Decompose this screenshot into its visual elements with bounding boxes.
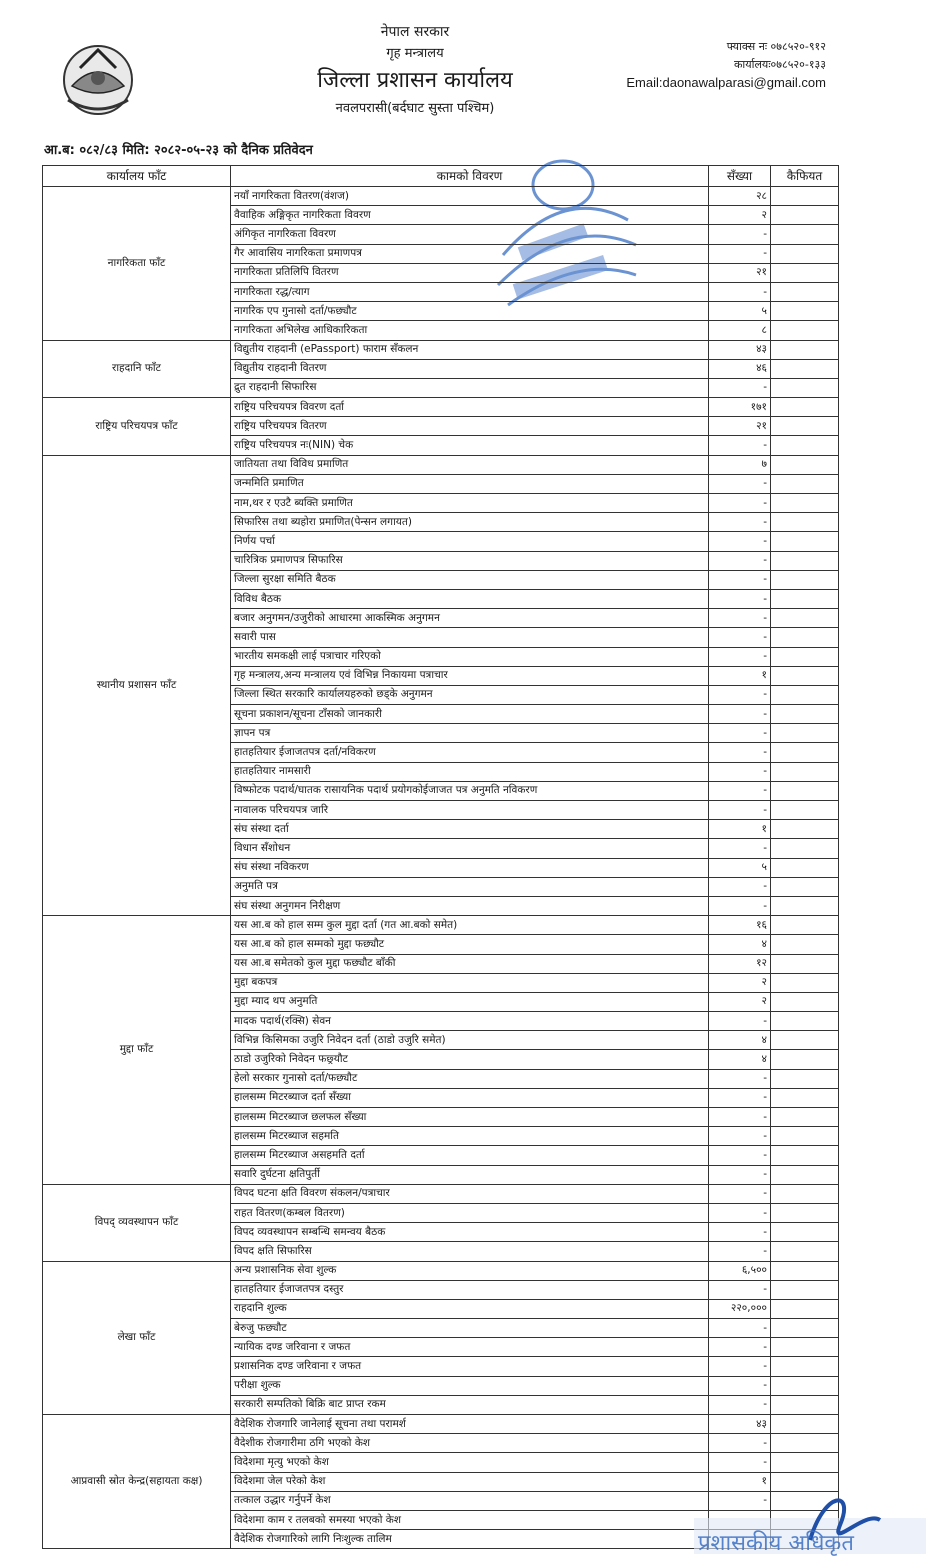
work-description: विधान सँशोधन	[231, 839, 709, 858]
count-cell: -	[709, 244, 771, 263]
count-cell: -	[709, 1357, 771, 1376]
remarks-cell	[771, 839, 839, 858]
count-cell: -	[709, 1491, 771, 1510]
section-name: लेखा फाँट	[43, 1261, 231, 1415]
count-cell: ४३	[709, 1415, 771, 1434]
work-description: हालसम्म मिटरब्याज असहमति दर्ता	[231, 1146, 709, 1165]
section-name: राष्ट्रिय परिचयपत्र फाँट	[43, 398, 231, 456]
remarks-cell	[771, 1376, 839, 1395]
remarks-cell	[771, 417, 839, 436]
count-cell: २	[709, 973, 771, 992]
count-cell: ४३	[709, 340, 771, 359]
remarks-cell	[771, 1357, 839, 1376]
work-description: ठाडो उजुरिको निवेदन फछ्र्यौट	[231, 1050, 709, 1069]
work-description: राष्ट्रिय परिचयपत्र वितरण	[231, 417, 709, 436]
work-description: नागरिकता प्रतिलिपि वितरण	[231, 263, 709, 282]
count-cell: -	[709, 436, 771, 455]
count-cell: -	[709, 494, 771, 513]
count-cell: -	[709, 1223, 771, 1242]
count-cell: -	[709, 1069, 771, 1088]
section-name: नागरिकता फाँट	[43, 187, 231, 341]
remarks-cell	[771, 1395, 839, 1414]
count-cell: -	[709, 551, 771, 570]
remarks-cell	[771, 724, 839, 743]
work-description: वैवाहिक अङ्गिकृत नागरिकता विवरण	[231, 206, 709, 225]
work-description: अन्य प्रशासनिक सेवा शुल्क	[231, 1261, 709, 1280]
work-description: वैदेशीक रोजगारीमा ठगि भएको केश	[231, 1434, 709, 1453]
remarks-cell	[771, 877, 839, 896]
count-cell: -	[709, 1146, 771, 1165]
work-description: जिल्ला सुरक्षा समिति बैठक	[231, 570, 709, 589]
count-cell: २१	[709, 417, 771, 436]
remarks-cell	[771, 916, 839, 935]
work-description: विपद क्षति सिफारिस	[231, 1242, 709, 1261]
count-cell: -	[709, 1012, 771, 1031]
remarks-cell	[771, 1434, 839, 1453]
count-cell: -	[709, 1280, 771, 1299]
work-description: विदेशमा मृत्यु भएको केश	[231, 1453, 709, 1472]
work-description: द्रुत राहदानी सिफारिस	[231, 378, 709, 397]
remarks-cell	[771, 378, 839, 397]
work-description: संघ संस्था अनुगमन निरीक्षण	[231, 896, 709, 915]
work-description: विद्युतीय राहदानी (ePassport) फाराम सँकलन	[231, 340, 709, 359]
work-description: गैर आवासिय नागरिकता प्रमाणपत्र	[231, 244, 709, 263]
remarks-cell	[771, 206, 839, 225]
contact-info	[626, 38, 826, 92]
fax-number: फ्याक्स नः ०७८५२०-९१२	[726, 40, 826, 53]
office-name: जिल्ला प्रशासन कार्यालय	[317, 68, 513, 93]
remarks-cell	[771, 1050, 839, 1069]
remarks-cell	[771, 532, 839, 551]
count-cell: -	[709, 896, 771, 915]
office-location: नवलपरासी(बर्दघाट सुस्ता पश्चिम)	[335, 101, 495, 116]
remarks-cell	[771, 340, 839, 359]
table-header-row	[43, 166, 839, 187]
work-description: तत्काल उद्धार गर्नुपर्ने केश	[231, 1491, 709, 1510]
remarks-cell	[771, 1146, 839, 1165]
work-description: विभिन्न किसिमका उजुरि निवेदन दर्ता (ठाडो उजुरि समेत)	[231, 1031, 709, 1050]
work-description: विदेशमा जेल परेको केश	[231, 1472, 709, 1491]
work-description: बेरुजु फछ्यौट	[231, 1319, 709, 1338]
work-description: राष्ट्रिय परिचयपत्र विवरण दर्ता	[231, 398, 709, 417]
remarks-cell	[771, 359, 839, 378]
work-description: हालसम्म मिटरब्याज दर्ता सँख्या	[231, 1088, 709, 1107]
remarks-cell	[771, 1012, 839, 1031]
remarks-cell	[771, 455, 839, 474]
remarks-cell	[771, 973, 839, 992]
work-description: नागरिक एप गुनासो दर्ता/फछ्यौट	[231, 302, 709, 321]
count-cell: -	[709, 1242, 771, 1261]
remarks-cell	[771, 1299, 839, 1318]
section-name: मुद्दा फाँट	[43, 916, 231, 1185]
count-cell: ५	[709, 302, 771, 321]
work-description: जिल्ला स्थित सरकारि कार्यालयहरुको छड्के अनुगमन	[231, 685, 709, 704]
remarks-cell	[771, 762, 839, 781]
table-row	[43, 340, 839, 359]
remarks-cell	[771, 935, 839, 954]
count-cell: -	[709, 1395, 771, 1414]
remarks-cell	[771, 494, 839, 513]
count-cell: -	[709, 1127, 771, 1146]
count-cell: -	[709, 225, 771, 244]
remarks-cell	[771, 1184, 839, 1203]
count-cell: -	[709, 839, 771, 858]
remarks-cell	[771, 1261, 839, 1280]
table-row	[43, 1415, 839, 1434]
remarks-cell	[771, 743, 839, 762]
work-description: राहत वितरण(कम्बल वितरण)	[231, 1203, 709, 1222]
work-description: बजार अनुगमन/उजुरीको आधारमा आकस्मिक अनुगमन	[231, 609, 709, 628]
remarks-cell	[771, 1453, 839, 1472]
officer-seal-icon	[690, 1480, 930, 1560]
remarks-cell	[771, 589, 839, 608]
count-cell: -	[709, 685, 771, 704]
count-cell: -	[709, 647, 771, 666]
remarks-cell	[771, 820, 839, 839]
work-description: राहदानि शुल्क	[231, 1299, 709, 1318]
count-cell: -	[709, 1165, 771, 1184]
remarks-cell	[771, 685, 839, 704]
work-description: विपद व्यवस्थापन सम्बन्धि समन्वय बैठक	[231, 1223, 709, 1242]
count-cell: -	[709, 781, 771, 800]
work-description: हातहतियार ईजाजतपत्र दस्तुर	[231, 1280, 709, 1299]
count-cell: ७	[709, 455, 771, 474]
count-cell: -	[709, 589, 771, 608]
seal-text: प्रशासकीय अधिकृत	[698, 1531, 854, 1556]
work-description: नागरिकता रद्ध/त्याग	[231, 282, 709, 301]
work-description: विष्फोटक पदार्थ/घातक रासायनिक पदार्थ प्रयोगकोईजाजत पत्र अनुमति नविकरण	[231, 781, 709, 800]
remarks-cell	[771, 1069, 839, 1088]
count-cell: -	[709, 513, 771, 532]
work-description: ज्ञापन पत्र	[231, 724, 709, 743]
work-description: हालसम्म मिटरब्याज सहमति	[231, 1127, 709, 1146]
count-cell: -	[709, 1319, 771, 1338]
count-cell: -	[709, 282, 771, 301]
work-description: सवारी पास	[231, 628, 709, 647]
column-header: सँख्या	[709, 166, 771, 187]
work-description: हेलो सरकार गुनासो दर्ता/फछ्यौट	[231, 1069, 709, 1088]
remarks-cell	[771, 1280, 839, 1299]
report-title: आ.ब: ०८२/८३ मिति: २०८२-०५-२३ को दैनिक प्रतिवेदन	[44, 143, 313, 158]
remarks-cell	[771, 609, 839, 628]
count-cell: -	[709, 1108, 771, 1127]
table-row	[43, 187, 839, 206]
work-description: नाम,थर र एउटै ब्यक्ति प्रमाणित	[231, 494, 709, 513]
work-description: विद्युतीय राहदानी वितरण	[231, 359, 709, 378]
office-phone: कार्यालयः०७८५२०-१३३	[733, 58, 826, 71]
count-cell: -	[709, 609, 771, 628]
count-cell: -	[709, 1376, 771, 1395]
work-description: नागरिकता अभिलेख आधिकारिकता	[231, 321, 709, 340]
column-header: कामको विवरण	[231, 166, 709, 187]
work-description: निर्णय पर्चा	[231, 532, 709, 551]
table-row	[43, 916, 839, 935]
daily-report-table	[42, 165, 839, 1549]
count-cell: -	[709, 1088, 771, 1107]
work-description: परीक्षा शुल्क	[231, 1376, 709, 1395]
remarks-cell	[771, 1338, 839, 1357]
work-description: हालसम्म मिटरब्याज छलफल सँख्या	[231, 1108, 709, 1127]
work-description: विपद घटना क्षति विवरण संकलन/पत्राचार	[231, 1184, 709, 1203]
count-cell: ६,५००	[709, 1261, 771, 1280]
work-description: प्रशासनिक दण्ड जरिवाना र जफत	[231, 1357, 709, 1376]
table-body	[43, 187, 839, 1549]
remarks-cell	[771, 225, 839, 244]
count-cell: -	[709, 1203, 771, 1222]
remarks-cell	[771, 302, 839, 321]
count-cell: -	[709, 378, 771, 397]
count-cell: -	[709, 628, 771, 647]
count-cell: -	[709, 1338, 771, 1357]
email-address: Email:daonawalparasi@gmail.com	[626, 75, 826, 90]
work-description: वैदेशिक रोजगारि जानेलाई सूचना तथा परामर्श	[231, 1415, 709, 1434]
count-cell: १६	[709, 916, 771, 935]
column-header: कैफियत	[771, 166, 839, 187]
work-description: नावालक परिचयपत्र जारि	[231, 801, 709, 820]
remarks-cell	[771, 513, 839, 532]
work-description: सवारि दुर्घटना क्षतिपुर्ती	[231, 1165, 709, 1184]
remarks-cell	[771, 992, 839, 1011]
work-description: सिफारिस तथा ब्यहोरा प्रमाणित(पेन्सन लगायत)	[231, 513, 709, 532]
count-cell: ४६	[709, 359, 771, 378]
remarks-cell	[771, 858, 839, 877]
work-description: यस आ.ब समेतको कुल मुद्दा फछ्यौट बाँकी	[231, 954, 709, 973]
work-description: सरकारी सम्पतिको बिक्रि बाट प्राप्त रकम	[231, 1395, 709, 1414]
table-row	[43, 1261, 839, 1280]
remarks-cell	[771, 1031, 839, 1050]
table-row	[43, 455, 839, 474]
work-description: वैदेशिक रोजगारिको लागि निःशुल्क तालिम	[231, 1530, 709, 1549]
count-cell: २	[709, 206, 771, 225]
count-cell: १२	[709, 954, 771, 973]
count-cell: ५	[709, 858, 771, 877]
remarks-cell	[771, 705, 839, 724]
section-name: विपद् व्यवस्थापन फाँट	[43, 1184, 231, 1261]
count-cell: -	[709, 474, 771, 493]
count-cell: -	[709, 1453, 771, 1472]
work-description: चारित्रिक प्रमाणपत्र सिफारिस	[231, 551, 709, 570]
remarks-cell	[771, 244, 839, 263]
remarks-cell	[771, 570, 839, 589]
work-description: सूचना प्रकाशन/सूचना टाँसको जानकारी	[231, 705, 709, 724]
work-description: मादक पदार्थ(रक्सि) सेवन	[231, 1012, 709, 1031]
count-cell: ८	[709, 321, 771, 340]
nepal-emblem-icon	[58, 38, 138, 118]
count-cell: १७१	[709, 398, 771, 417]
remarks-cell	[771, 1223, 839, 1242]
count-cell: -	[709, 1434, 771, 1453]
count-cell: -	[709, 724, 771, 743]
remarks-cell	[771, 628, 839, 647]
count-cell: १	[709, 820, 771, 839]
count-cell: -	[709, 743, 771, 762]
count-cell: ४	[709, 1031, 771, 1050]
remarks-cell	[771, 1242, 839, 1261]
work-description: राष्ट्रिय परिचयपत्र नः(NIN) चेक	[231, 436, 709, 455]
work-description: जन्ममिति प्रमाणित	[231, 474, 709, 493]
count-cell: -	[709, 762, 771, 781]
letterhead	[260, 22, 570, 120]
work-description: गृह मन्त्रालय,अन्य मन्त्रालय एवं विभिन्न निकायमा पत्राचार	[231, 666, 709, 685]
count-cell: ४	[709, 1050, 771, 1069]
work-description: विदेशमा काम र तलबको समस्या भएको केश	[231, 1510, 709, 1529]
count-cell: -	[709, 801, 771, 820]
government-name: नेपाल सरकार	[380, 24, 450, 40]
work-description: जातियता तथा विविध प्रमाणित	[231, 455, 709, 474]
work-description: भारतीय समकक्षी लाई पत्राचार गरिएको	[231, 647, 709, 666]
remarks-cell	[771, 1165, 839, 1184]
work-description: अंगिकृत नागरिकता विवरण	[231, 225, 709, 244]
remarks-cell	[771, 1088, 839, 1107]
remarks-cell	[771, 436, 839, 455]
remarks-cell	[771, 321, 839, 340]
work-description: यस आ.ब को हाल सम्मको मुद्दा फछ्यौट	[231, 935, 709, 954]
work-description: अनुमति पत्र	[231, 877, 709, 896]
work-description: संघ संस्था नविकरण	[231, 858, 709, 877]
remarks-cell	[771, 896, 839, 915]
section-name: राहदानि फाँट	[43, 340, 231, 398]
section-name: स्थानीय प्रशासन फाँट	[43, 455, 231, 916]
table-row	[43, 1184, 839, 1203]
work-description: विविध बैठक	[231, 589, 709, 608]
remarks-cell	[771, 263, 839, 282]
remarks-cell	[771, 801, 839, 820]
work-description: यस आ.ब को हाल सम्म कुल मुद्दा दर्ता (गत आ.बको समेत)	[231, 916, 709, 935]
count-cell: २२०,०००	[709, 1299, 771, 1318]
count-cell: २८	[709, 187, 771, 206]
work-description: नयाँ नागरिकता वितरण(वंशज)	[231, 187, 709, 206]
ministry-name: गृह मन्त्रालय	[386, 46, 444, 61]
count-cell: ४	[709, 935, 771, 954]
count-cell: १	[709, 666, 771, 685]
remarks-cell	[771, 1203, 839, 1222]
remarks-cell	[771, 474, 839, 493]
count-cell: -	[709, 705, 771, 724]
column-header: कार्यालय फाँट	[43, 166, 231, 187]
remarks-cell	[771, 781, 839, 800]
remarks-cell	[771, 551, 839, 570]
remarks-cell	[771, 1108, 839, 1127]
remarks-cell	[771, 954, 839, 973]
section-name: आप्रवासी स्रोत केन्द्र(सहायता कक्ष)	[43, 1415, 231, 1549]
work-description: संघ संस्था दर्ता	[231, 820, 709, 839]
count-cell: -	[709, 877, 771, 896]
remarks-cell	[771, 282, 839, 301]
count-cell: -	[709, 532, 771, 551]
count-cell: २	[709, 992, 771, 1011]
remarks-cell	[771, 1415, 839, 1434]
count-cell: -	[709, 1184, 771, 1203]
remarks-cell	[771, 666, 839, 685]
work-description: हातहतियार ईजाजतपत्र दर्ता/नविकरण	[231, 743, 709, 762]
remarks-cell	[771, 647, 839, 666]
remarks-cell	[771, 1127, 839, 1146]
count-cell: २१	[709, 263, 771, 282]
remarks-cell	[771, 398, 839, 417]
remarks-cell	[771, 1319, 839, 1338]
work-description: मुद्दा बकपत्र	[231, 973, 709, 992]
work-description: न्यायिक दण्ड जरिवाना र जफत	[231, 1338, 709, 1357]
count-cell: -	[709, 570, 771, 589]
work-description: मुद्दा म्याद थप अनुमति	[231, 992, 709, 1011]
count-cell: १	[709, 1472, 771, 1491]
table-row	[43, 398, 839, 417]
remarks-cell	[771, 187, 839, 206]
work-description: हातहतियार नामसारी	[231, 762, 709, 781]
